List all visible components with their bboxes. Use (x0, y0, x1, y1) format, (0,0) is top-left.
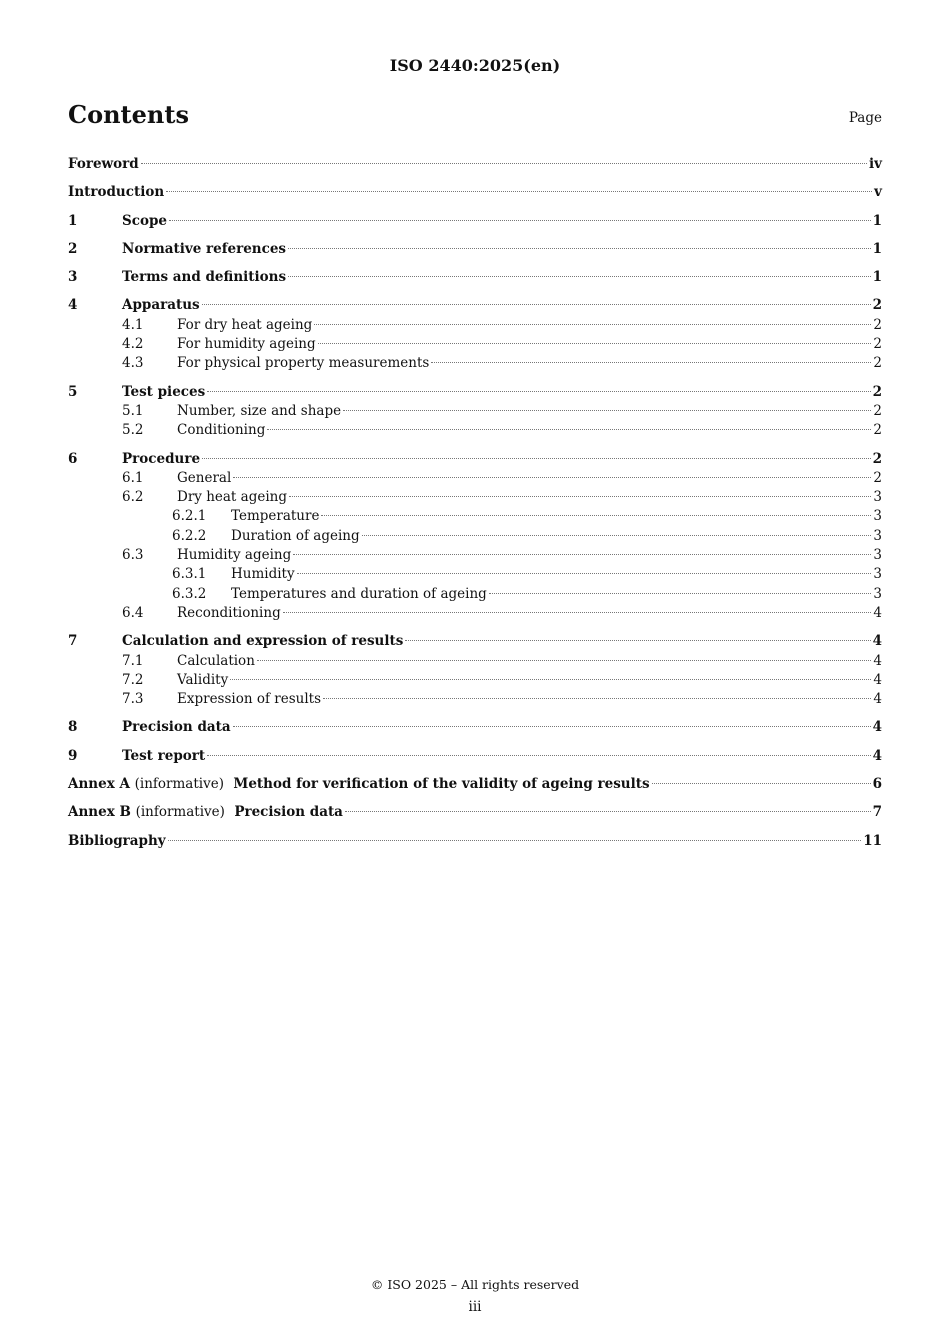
toc-number: 4.1 (122, 316, 144, 333)
toc-entry[interactable] (68, 183, 882, 202)
toc-title: Expression of results (177, 691, 321, 708)
toc-title: For physical property measurements (177, 355, 430, 372)
toc-number: 7 (68, 633, 78, 650)
toc-entry[interactable] (68, 718, 882, 737)
toc-entry[interactable] (68, 690, 882, 709)
toc-page: 2 (873, 355, 882, 372)
toc-entry[interactable] (68, 652, 882, 671)
toc-title: Validity (177, 671, 229, 688)
dot-leader (207, 755, 870, 756)
toc-title: Precision data (122, 719, 231, 736)
dot-leader (431, 362, 871, 363)
toc-entry[interactable] (68, 585, 882, 604)
toc-entry[interactable] (68, 402, 882, 421)
toc-page: 6 (872, 776, 882, 793)
toc-number: 5 (68, 383, 78, 400)
toc-number: 7.3 (122, 691, 144, 708)
toc-title: Precision data (234, 804, 343, 821)
toc-entry[interactable] (68, 604, 882, 623)
page-number: iii (468, 1299, 482, 1315)
toc-entry[interactable] (68, 488, 882, 507)
dot-leader (207, 391, 870, 392)
toc-entry[interactable] (68, 335, 882, 354)
toc-number: 7.2 (122, 671, 144, 688)
toc-page: 3 (873, 527, 882, 544)
dot-leader (297, 573, 872, 574)
toc-page: 7 (872, 804, 882, 821)
toc-page: 3 (873, 508, 882, 525)
toc-page: 2 (872, 383, 882, 400)
toc-page: v (874, 184, 882, 201)
toc-number: 9 (68, 747, 78, 764)
dot-leader (166, 191, 872, 192)
toc-page: 3 (873, 566, 882, 583)
toc-number: 2 (68, 240, 78, 257)
toc-page: 4 (872, 633, 882, 650)
toc-entry[interactable] (68, 155, 882, 174)
dot-leader (202, 304, 871, 305)
toc-title: Dry heat ageing (177, 489, 287, 506)
toc-title: Introduction (68, 184, 165, 201)
dot-leader (283, 612, 872, 613)
toc-entry[interactable] (68, 747, 882, 766)
toc-entry[interactable] (68, 565, 882, 584)
toc-number: 7.1 (122, 652, 144, 669)
toc-entry[interactable] (68, 469, 882, 488)
toc-entry[interactable] (68, 354, 882, 373)
toc-entry[interactable] (68, 546, 882, 565)
toc-number: 5.2 (122, 422, 144, 439)
toc-number: 4.2 (122, 336, 144, 353)
toc-title: Scope (122, 212, 168, 229)
dot-leader (321, 515, 871, 516)
dot-leader (168, 840, 862, 841)
toc-title: Apparatus (122, 297, 200, 314)
toc-entry[interactable] (68, 507, 882, 526)
toc-entry[interactable] (68, 383, 882, 402)
toc-entry[interactable] (68, 316, 882, 335)
toc-number: 6.2 (122, 489, 144, 506)
dot-leader (293, 554, 871, 555)
toc-page: 2 (873, 316, 882, 333)
toc-page: 2 (873, 469, 882, 486)
toc-title: Humidity ageing (177, 547, 292, 564)
toc-number: 3 (68, 269, 78, 286)
toc-page: 1 (872, 269, 882, 286)
annex-note: (informative) (134, 776, 224, 793)
table-of-contents (68, 155, 882, 851)
toc-title: Bibliography (68, 832, 166, 849)
dot-leader (289, 496, 871, 497)
dot-leader (489, 593, 872, 594)
annex-note: (informative) (135, 804, 225, 821)
toc-page: 4 (872, 747, 882, 764)
toc-number: 4.3 (122, 355, 144, 372)
dot-leader (257, 660, 872, 661)
toc-entry[interactable] (68, 268, 882, 287)
toc-title: Calculation (177, 652, 255, 669)
toc-number: 1 (68, 212, 78, 229)
annex-label: Annex B (68, 804, 131, 821)
toc-page: 4 (873, 691, 882, 708)
toc-page: 4 (873, 652, 882, 669)
toc-title: Temperatures and duration of ageing (231, 585, 487, 602)
toc-title: Reconditioning (177, 604, 281, 621)
toc-title: Number, size and shape (177, 402, 342, 419)
toc-number: 6.3.1 (172, 566, 207, 583)
dot-leader (323, 698, 871, 699)
dot-leader (202, 458, 871, 459)
toc-entry[interactable] (68, 421, 882, 440)
toc-title: Humidity (231, 566, 295, 583)
dot-leader (233, 477, 871, 478)
page-title: Contents (68, 100, 189, 129)
dot-leader (230, 679, 871, 680)
toc-entry[interactable] (68, 296, 882, 315)
dot-leader (345, 811, 871, 812)
toc-title: For humidity ageing (177, 336, 316, 353)
dot-leader (318, 343, 872, 344)
toc-number: 6.2.1 (172, 508, 207, 525)
toc-page: 3 (873, 489, 882, 506)
toc-entry[interactable] (68, 240, 882, 259)
toc-page: 3 (873, 547, 882, 564)
toc-entry[interactable] (68, 832, 882, 851)
toc-entry[interactable] (68, 527, 882, 546)
toc-page: 1 (872, 240, 882, 257)
page-column-label: Page (848, 110, 882, 126)
dot-leader (141, 163, 867, 164)
toc-number: 6.4 (122, 604, 144, 621)
toc-title: Calculation and expression of results (122, 633, 404, 650)
dot-leader (288, 248, 871, 249)
toc-entry[interactable] (68, 803, 882, 822)
toc-page: 2 (873, 422, 882, 439)
toc-title: For dry heat ageing (177, 316, 313, 333)
toc-title: Normative references (122, 240, 287, 257)
toc-entry[interactable] (68, 775, 882, 794)
toc-number: 6.3 (122, 547, 144, 564)
toc-number: 4 (68, 297, 78, 314)
toc-entry[interactable] (68, 671, 882, 690)
toc-page: 11 (863, 832, 882, 849)
toc-page: 2 (873, 336, 882, 353)
toc-number: 6.3.2 (172, 585, 207, 602)
toc-page: 2 (872, 297, 882, 314)
toc-title: Conditioning (177, 422, 266, 439)
dot-leader (314, 324, 871, 325)
document-header: ISO 2440:2025(en) (389, 56, 561, 75)
toc-entry[interactable] (68, 632, 882, 651)
dot-leader (288, 276, 871, 277)
toc-title: Duration of ageing (231, 527, 360, 544)
toc-page: 2 (872, 450, 882, 467)
toc-title: Temperature (231, 508, 320, 525)
toc-number: 6.2.2 (172, 527, 207, 544)
toc-number: 5.1 (122, 402, 144, 419)
toc-title: Procedure (122, 450, 201, 467)
toc-title: Test report (122, 747, 206, 764)
dot-leader (652, 783, 871, 784)
toc-page: 4 (873, 671, 882, 688)
toc-number: 6.1 (122, 469, 144, 486)
toc-page: 2 (873, 402, 882, 419)
toc-page: 1 (872, 212, 882, 229)
toc-title: Test pieces (122, 383, 206, 400)
toc-title: General (177, 469, 232, 486)
toc-title: Foreword (68, 156, 139, 172)
toc-title: Method for verification of the validity of ageing results (233, 776, 650, 793)
dot-leader (405, 640, 870, 641)
toc-page: 4 (873, 604, 882, 621)
toc-page: iv (869, 156, 882, 172)
toc-page: 3 (873, 585, 882, 602)
toc-page: 4 (872, 719, 882, 736)
toc-entry[interactable] (68, 212, 882, 231)
toc-number: 8 (68, 719, 78, 736)
toc-entry[interactable] (68, 450, 882, 469)
dot-leader (362, 535, 872, 536)
dot-leader (267, 429, 871, 430)
dot-leader (343, 410, 871, 411)
copyright-footer: © ISO 2025 – All rights reserved (370, 1277, 580, 1292)
toc-number: 6 (68, 450, 78, 467)
annex-label: Annex A (68, 776, 130, 793)
dot-leader (169, 220, 871, 221)
dot-leader (233, 726, 871, 727)
toc-title: Terms and definitions (122, 269, 287, 286)
